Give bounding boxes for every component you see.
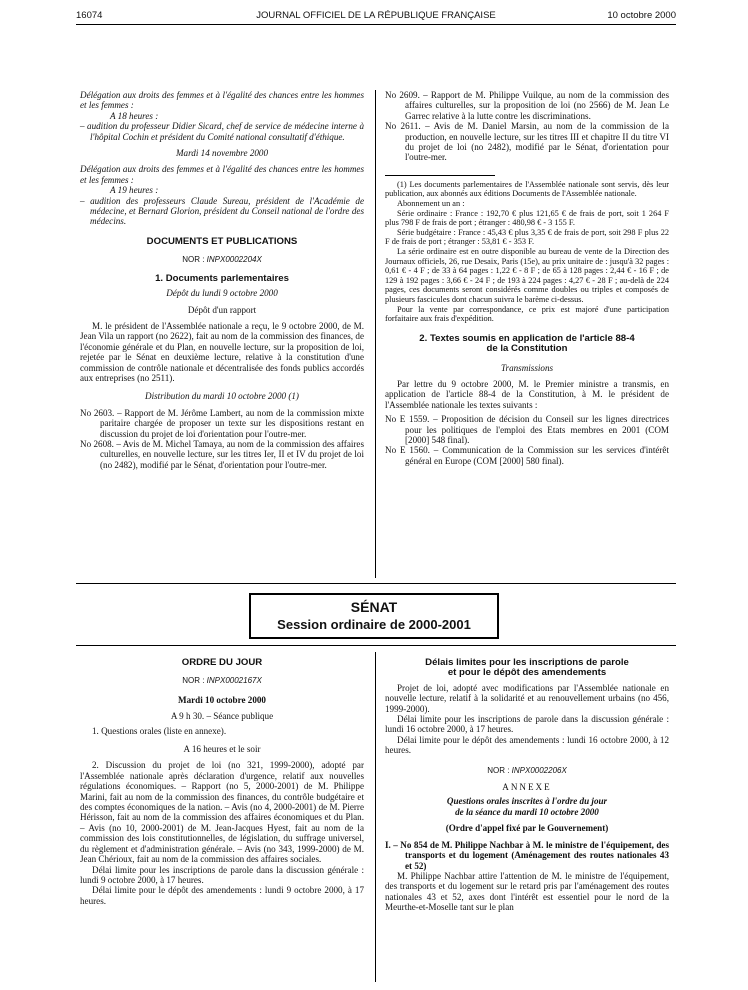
paragraph: Par lettre du 9 octobre 2000, M. le Premier ministre a transmis, en application de l'article 88-4 de la Constitution, à M. le président de l'Assemblée nationale les textes suivants : [385,378,669,410]
senat-banner [249,593,499,639]
issue-date: 10 octobre 2000 [607,10,676,21]
transmissions-heading: Transmissions [500,362,554,373]
question-text: M. Philippe Nachbar attire l'attention de M. le ministre de l'équipement, des transports et du logement sur le retard pris par l'aménagement des routes nationales 43 et 52, axes dont l'intérêt est essentiel pour le nord de la Meurthe-et-Moselle tant sur le plan [385,870,669,913]
nor-reference: NOR : INPX0002167X [182,676,262,686]
section-heading: DOCUMENTS ET PUBLICATIONS [146,235,298,247]
section-separator [76,645,676,646]
left-column-top [80,90,364,470]
question-entry: I. – No 854 de M. Philippe Nachbar à M. le ministre de l'équipement, des transports et du logement (Aménagement des routes nationales 43 et 52) [385,839,669,871]
section-separator [76,583,676,584]
delegation-item: – audition des professeurs Claude Sureau, président de l'Académie de médecine, et Bernard Glorion, président du Conseil national de l'ordre des médecins. [80,195,364,227]
senat-title: SÉNAT [350,599,398,615]
document-entry: No 2603. – Rapport de M. Jérôme Lambert, au nom de la commission mixte paritaire chargée de proposer un texte sur les dispositions restant en discussion du projet de loi d'orientation pour l'outre-mer. [80,407,364,439]
deadline: Délai limite pour les inscriptions de parole dans la discussion générale : lundi 9 octobre 2000, à 17 heures. [80,864,364,885]
session-title: Session ordinaire de 2000-2001 [277,617,471,632]
distribution-heading: Distribution du mardi 10 octobre 2000 (1) [145,391,299,402]
delegation-time: A 18 heures : [110,110,159,121]
subsection-heading: 2. Textes soumis en application de l'article 88-4 de la Constitution [419,332,635,355]
annex-heading: ANNEXE [502,782,552,793]
agenda-item: 1. Questions orales (liste en annexe). [92,725,227,736]
section-heading: Délais limites pour les inscriptions de parole et pour le dépôt des amendements [425,657,629,679]
section-heading: ORDRE DU JOUR [181,657,263,668]
nor-reference: NOR : INPX0002206X [487,765,567,775]
date-heading: Dépôt du lundi 9 octobre 2000 [166,288,278,299]
column-divider-bottom [375,652,376,982]
journal-title: JOURNAL OFFICIEL DE LA RÉPUBLIQUE FRANÇAISE [256,10,496,21]
nor-reference: NOR : INPX0002204X [182,255,262,265]
agenda-item: 2. Discussion du projet de loi (no 321, 1999-2000), adopté par l'Assemblée nationale après déclaration d'urgence, relatif aux nouvelles régulations économiques. – Rapport (no 5, 2000-2001) de M. Philippe Marini, fait au nom de la commission des finances, du contrôle budgétaire et des comptes économiques de la nation. – Avis (no 4, 2000-2001) de M. Pierre Hérisson, fait au nom de la commission des affaires économiques et du Plan. – Avis (no 10, 2000-2001) de M. Jean-Jacques Hyest, fait au nom de la commission des lois constitutionnelles, de législation, du suffrage universel, du règlement et d'administration générale. – Avis (no 343, 1999-2000) de M. Jean Chérioux, fait au nom de la commission des affaires sociales. [80,760,364,865]
date-heading: Mardi 10 octobre 2000 [178,694,266,705]
footnote: (1) Les documents parlementaires de l'Assemblée nationale sont servis, dès leur publication, aux abonnés aux éditions Documents de l'Assemblée nationale. Abonnement un an : Série ordinaire : France : 192,70 € plus 121,65 € de frais de port, soit 1 264 F plus 798 F de frais de port ; étranger : 480,98 € - 3 155 F. Série budgétaire : France : 45,43 € plus 3,35 € de frais de port, soit 298 F plus 22 F de frais de port ; étranger : 53,81 € - 353 F. La série ordinaire est en outre disponible au bureau de vente de la Direction des Journaux officiels, 26, rue Desaix, Paris (15e), au prix unitaire de : jusqu'à 32 pages : 0,61 € - 4 F ; de 33 à 64 pages : 1,22 € - 8 F ; de 65 à 128 pages : 2,44 € - 16 F ; de 129 à 192 pages : 3,66 € - 24 F ; de 193 à 224 pages : 4,27 € - 28 F ; au-delà de 224 pages, ces documents seront considérés comme doubles ou triples et composés de plusieurs fascicules dont chacun suivra le barème ci-dessus. Pour la vente par correspondance, ce prix est majoré d'une participation forfaitaire aux frais d'expédition. [385,179,669,324]
document-entry: No E 1559. – Proposition de décision du Conseil sur les lignes directrices pour les politiques de l'emploi des Etats membres en 2001 (COM [2000] 548 final). [385,414,669,445]
subsection-heading: 1. Documents parlementaires [155,272,289,284]
page-number: 16074 [76,10,103,21]
footnote-rule [385,175,495,176]
delegation-title: Délégation aux droits des femmes et à l'égalité des chances entre les hommes et les femmes : [80,90,364,111]
delegation-item: – audition du professeur Didier Sicard, chef de service de médecine interne à l'hôpital Cochin et président du Comité national consultatif d'éthique. [80,121,364,142]
deadline: Délai limite pour le dépôt des amendements : lundi 9 octobre 2000, à 17 heures. [80,885,364,906]
delegation-title: Délégation aux droits des femmes et à l'égalité des chances entre les hommes et les femmes : [80,164,364,185]
document-entry: No 2608. – Avis de M. Michel Tamaya, au nom de la commission des affaires culturelles, en nouvelle lecture, sur les titres Ier, II et IV du projet de loi (no 2482), modifié par le Sénat, d'orientation pour l'outre-mer. [80,438,364,470]
right-column-top [385,90,669,466]
deadline: Délai limite pour les inscriptions de parole dans la discussion générale : lundi 16 octobre 2000, à 17 heures. [385,714,669,735]
document-entry: No 2611. – Avis de M. Daniel Marsin, au nom de la commission de la production, en nouvelle lecture, sur les titres III et chapitre II du titre VI du projet de loi (no 2482), modifié par le Sénat, d'orientation pour l'outre-mer. [385,121,669,163]
paragraph: M. le président de l'Assemblée nationale a reçu, le 9 octobre 2000, de M. Jean Vila un rapport (no 2622), fait au nom de la commission des finances, de l'économie générale et du Plan, en nouvelle lecture, sur la proposition de loi, rejetée par le Sénat en deuxième lecture, relative à la constitution d'une commission de contrôle nationale et décentralisée des fonds publics accordés aux entreprises (no 2511). [80,320,364,383]
page-header [76,6,676,25]
document-entry: No E 1560. – Communication de la Commission sur les services d'intérêt général en Europe (COM [2000] 580 final). [385,445,669,466]
right-column-bottom [385,658,669,913]
order-note: (Ordre d'appel fixé par le Gouvernement) [445,823,609,834]
paragraph: Projet de loi, adopté avec modifications par l'Assemblée nationale en nouvelle lecture, relatif à la solidarité et au renouvellement urbains (no 456, 1999-2000). [385,682,669,714]
left-column-bottom [80,658,364,906]
deadline: Délai limite pour le dépôt des amendements : lundi 16 octobre 2000, à 12 heures. [385,734,669,756]
deposit-heading: Dépôt d'un rapport [187,304,257,315]
date-heading: Mardi 14 novembre 2000 [175,148,269,159]
time-heading: A 16 heures et le soir [183,744,261,755]
questions-heading: Questions orales inscrites à l'ordre du jour de la séance du mardi 10 octobre 2000 [446,796,608,817]
time-heading: A 9 h 30. – Séance publique [170,711,274,722]
document-entry: No 2609. – Rapport de M. Philippe Vuilque, au nom de la commission des affaires culturelles, sur la proposition de loi (no 2566) de M. Jean Le Garrec relative à la lutte contre les discriminations. [385,90,669,121]
delegation-time: A 19 heures : [110,185,159,196]
column-divider-top [375,90,376,578]
